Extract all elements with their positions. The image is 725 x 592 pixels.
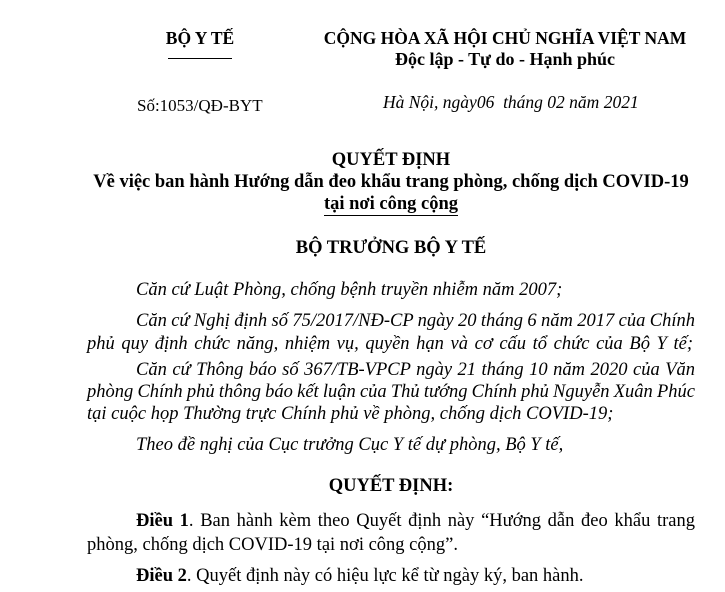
document-number: Số:1053/QĐ-BYT: [137, 96, 263, 115]
preamble-line: phòng Chính phủ thông báo kết luận của Thủ tướng Chính phủ Nguyễn Xuân Phúc: [87, 382, 695, 402]
preamble-line: Căn cứ Luật Phòng, chống bệnh truyền nhiễm năm 2007;: [136, 280, 563, 300]
article-label: Điều 1: [136, 511, 189, 531]
national-motto: Độc lập - Tự do - Hạnh phúc: [394, 49, 616, 69]
subject-line-underlined: tại nơi công cộng: [323, 194, 459, 214]
preamble-line: Căn cứ Nghị định số 75/2017/NĐ-CP ngày 20 tháng 6 năm 2017 của Chính: [136, 311, 695, 331]
article-text: . Quyết định này có hiệu lực kể từ ngày ký, ban hành.: [186, 566, 584, 586]
decision-title: QUYẾT ĐỊNH: [331, 150, 451, 170]
preamble-line: Căn cứ Thông báo số 367/TB-VPCP ngày 21 tháng 10 năm 2020 của Văn: [136, 360, 695, 380]
subject-line: [87, 193, 695, 215]
decision-heading: QUYẾT ĐỊNH:: [328, 476, 454, 496]
preamble-line: tại cuộc họp Thường trực Chính phủ về phòng, chống dịch COVID-19;: [87, 404, 614, 424]
agency-name: BỘ Y TẾ: [165, 28, 235, 48]
article-line: [136, 510, 695, 532]
subject-line: Về việc ban hành Hướng dẫn đeo khẩu trang phòng, chống dịch COVID-19: [93, 172, 689, 192]
article-text: . Ban hành kèm theo Quyết định này “Hướng dẫn đeo khẩu trang: [188, 511, 696, 531]
preamble-line: Theo đề nghị của Cục trưởng Cục Y tế dự phòng, Bộ Y tế,: [136, 435, 564, 455]
agency-underline: [168, 58, 232, 59]
article-line: phòng, chống dịch COVID-19 tại nơi công cộng”.: [87, 535, 458, 555]
place-and-date: Hà Nội, ngày06 tháng 02 năm 2021: [383, 92, 639, 112]
national-title: CỘNG HÒA XÃ HỘI CHỦ NGHĨA VIỆT NAM: [323, 28, 687, 48]
preamble-line: phủ quy định chức năng, nhiệm vụ, quyền hạn và cơ cấu tổ chức của Bộ Y tế;: [87, 334, 693, 354]
issuer-title: BỘ TRƯỞNG BỘ Y TẾ: [295, 238, 487, 258]
article-line: [136, 565, 695, 587]
article-label: Điều 2: [136, 566, 187, 586]
